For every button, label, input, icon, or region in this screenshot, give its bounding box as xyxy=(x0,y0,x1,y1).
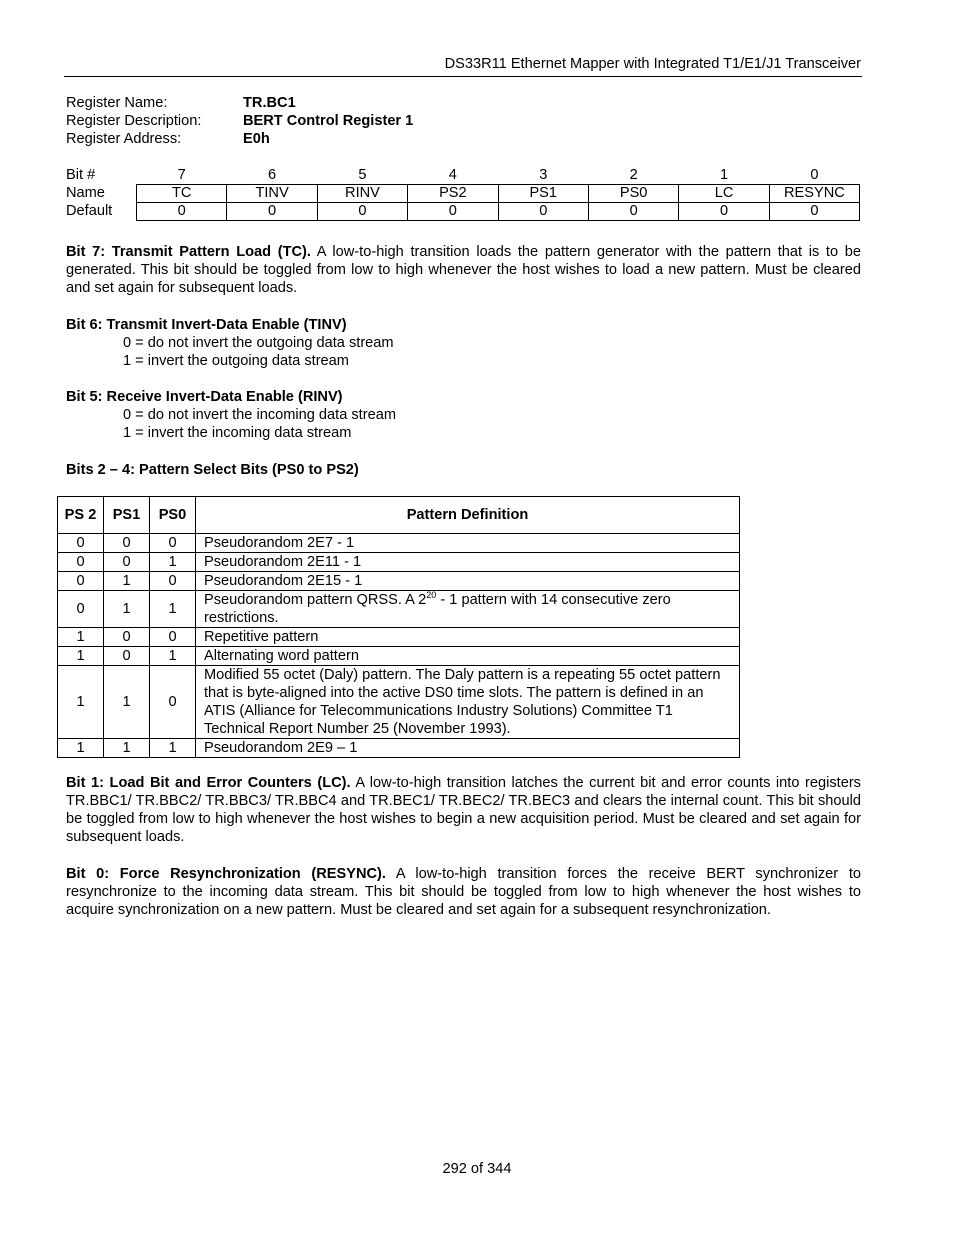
bit-number: 1 xyxy=(719,167,729,183)
page-number: 292 of 344 xyxy=(442,1161,512,1177)
table-row xyxy=(58,534,740,553)
definition-text-post: - 1 pattern with 14 consecutive zero restrictions. xyxy=(204,592,671,626)
bit-name: PS1 xyxy=(498,185,588,203)
bit-number-label: Bit # xyxy=(66,167,96,184)
bit-default: 0 xyxy=(588,203,678,221)
bit-default: 0 xyxy=(498,203,588,221)
ps1-cell: 1 xyxy=(104,666,150,739)
bit7-text: A low-to-high transition loads the pattern generator with the pattern that is to be generated. This bit should be toggled from low to high whenever the host wishes to load a new pattern. Must be cleared and set again for subsequent loads. xyxy=(66,244,861,296)
bit1-description xyxy=(66,774,861,846)
bit-default-row xyxy=(64,203,860,221)
definition-cell: Pseudorandom 2E15 - 1 xyxy=(196,572,740,591)
pattern-select-table xyxy=(57,496,740,758)
bit0-title: Bit 0: Force Resynchronization (RESYNC). xyxy=(66,866,386,882)
definition-text-pre: Pseudorandom pattern QRSS. A 2 xyxy=(204,592,427,608)
bit-default: 0 xyxy=(408,203,498,221)
ps2-cell: 0 xyxy=(58,572,104,591)
ps2-cell: 1 xyxy=(58,628,104,647)
document-header: DS33R11 Ethernet Mapper with Integrated T1/E1/J1 Transceiver xyxy=(444,56,861,72)
ps0-cell: 1 xyxy=(150,553,196,572)
ps0-cell: 1 xyxy=(150,647,196,666)
table-row xyxy=(58,553,740,572)
definition-cell: Repetitive pattern xyxy=(196,628,740,647)
ps0-cell: 0 xyxy=(150,534,196,553)
bit-name: PS2 xyxy=(408,185,498,203)
register-name-value: TR.BC1 xyxy=(243,95,296,111)
bit-name: TC xyxy=(137,185,227,203)
bit-name-label: Name xyxy=(66,185,105,201)
bit1-text: A low-to-high transition latches the current bit and error counts into registers TR.BBC1/ TR.BBC2/ TR.BBC3/ TR.BBC4 and TR.BEC1/ TR.BEC2/ TR.BEC3 and clears the internal count. This bit should be toggled from low to high whenever the host wishes to begin a new acquisition period. Must be cleared and set again for subsequent loads. xyxy=(66,775,861,845)
header-rule xyxy=(64,76,862,77)
register-description-label: Register Description: xyxy=(66,113,202,129)
bit-number: 7 xyxy=(177,167,186,183)
ps2-cell: 1 xyxy=(58,666,104,739)
bit-name: RINV xyxy=(317,185,407,203)
col-ps2-header: PS 2 xyxy=(58,497,104,534)
bit5-title: Bit 5: Receive Invert-Data Enable (RINV) xyxy=(66,389,343,405)
bit-number: 3 xyxy=(539,167,548,183)
table-row xyxy=(58,666,740,739)
definition-cell: Modified 55 octet (Daly) pattern. The Daly pattern is a repeating 55 octet pattern that is byte-aligned into the active DS0 time slots. The pattern is defined in an ATIS (Alliance for Telecommunications Industry Solutions) Committee T1 Technical Report Number 25 (November 1993). xyxy=(196,666,740,739)
register-description-row xyxy=(66,112,413,130)
ps1-cell: 0 xyxy=(104,534,150,553)
ps2-cell: 1 xyxy=(58,647,104,666)
col-ps0-header: PS0 xyxy=(150,497,196,534)
bits24-description xyxy=(66,461,861,479)
bit-name: TINV xyxy=(227,185,317,203)
bit0-text: A low-to-high transition forces the receive BERT synchronizer to resynchronize to the incoming data stream. This bit should be toggled from low to high whenever the host wishes to acquire synchronization on a new pattern. Must be cleared and set again for a subsequent resynchronization. xyxy=(66,866,861,918)
bit-name: PS0 xyxy=(588,185,678,203)
definition-cell: Pseudorandom 2E9 – 1 xyxy=(196,739,740,758)
col-ps1-header: PS1 xyxy=(104,497,150,534)
definition-cell: Pseudorandom 2E11 - 1 xyxy=(196,553,740,572)
register-address-row xyxy=(66,130,413,148)
definition-exponent: 20 xyxy=(426,590,437,600)
register-address-value: E0h xyxy=(243,131,270,147)
bit-number: 2 xyxy=(629,167,638,183)
bit-name: LC xyxy=(679,185,769,203)
ps0-cell: 1 xyxy=(150,739,196,758)
bit-default: 0 xyxy=(137,203,227,221)
register-name-label: Register Name: xyxy=(66,95,168,111)
definition-cell xyxy=(196,591,740,628)
bit-name: RESYNC xyxy=(769,185,859,203)
register-info xyxy=(66,94,413,148)
bit-number: 4 xyxy=(448,167,457,183)
table-row xyxy=(58,572,740,591)
ps1-cell: 0 xyxy=(104,647,150,666)
register-description-value: BERT Control Register 1 xyxy=(243,113,414,129)
definition-cell: Alternating word pattern xyxy=(196,647,740,666)
ps0-cell: 0 xyxy=(150,666,196,739)
bit-layout-table xyxy=(64,167,860,221)
bit-number-row xyxy=(64,167,860,185)
bit-number: 6 xyxy=(268,167,277,183)
ps0-cell: 1 xyxy=(150,591,196,628)
table-row xyxy=(58,647,740,666)
ps0-cell: 0 xyxy=(150,628,196,647)
bits24-title: Bits 2 – 4: Pattern Select Bits (PS0 to PS2) xyxy=(66,462,359,478)
table-row xyxy=(58,739,740,758)
bit-default: 0 xyxy=(769,203,859,221)
col-definition-header: Pattern Definition xyxy=(196,497,740,534)
bit-name-row xyxy=(64,185,860,203)
bit0-description xyxy=(66,865,861,919)
table-row xyxy=(58,628,740,647)
ps1-cell: 1 xyxy=(104,739,150,758)
ps1-cell: 0 xyxy=(104,553,150,572)
bit7-description xyxy=(66,243,861,297)
bit5-description xyxy=(66,388,861,442)
ps2-cell: 0 xyxy=(58,553,104,572)
pattern-table-header xyxy=(58,497,740,534)
bit-default: 0 xyxy=(227,203,317,221)
register-name-row xyxy=(66,94,413,112)
bit-number: 5 xyxy=(358,167,367,183)
ps1-cell: 1 xyxy=(104,572,150,591)
ps2-cell: 1 xyxy=(58,739,104,758)
register-address-label: Register Address: xyxy=(66,131,182,147)
ps2-cell: 0 xyxy=(58,534,104,553)
bit6-option-0: 0 = do not invert the outgoing data stream xyxy=(123,335,394,351)
bit6-option-1: 1 = invert the outgoing data stream xyxy=(123,353,349,369)
bit-number: 0 xyxy=(810,167,819,183)
bit-default: 0 xyxy=(679,203,769,221)
bit1-title: Bit 1: Load Bit and Error Counters (LC). xyxy=(66,775,351,791)
table-row xyxy=(58,591,740,628)
ps0-cell: 0 xyxy=(150,572,196,591)
ps2-cell: 0 xyxy=(58,591,104,628)
ps1-cell: 0 xyxy=(104,628,150,647)
bit7-title: Bit 7: Transmit Pattern Load (TC). xyxy=(66,244,311,260)
bit6-title: Bit 6: Transmit Invert-Data Enable (TINV) xyxy=(66,317,347,333)
bit6-description xyxy=(66,316,861,370)
bit5-option-0: 0 = do not invert the incoming data stream xyxy=(123,407,396,423)
bit5-option-1: 1 = invert the incoming data stream xyxy=(123,425,352,441)
bit-default-label: Default xyxy=(66,203,113,219)
definition-cell: Pseudorandom 2E7 - 1 xyxy=(196,534,740,553)
ps1-cell: 1 xyxy=(104,591,150,628)
bit-default: 0 xyxy=(317,203,407,221)
